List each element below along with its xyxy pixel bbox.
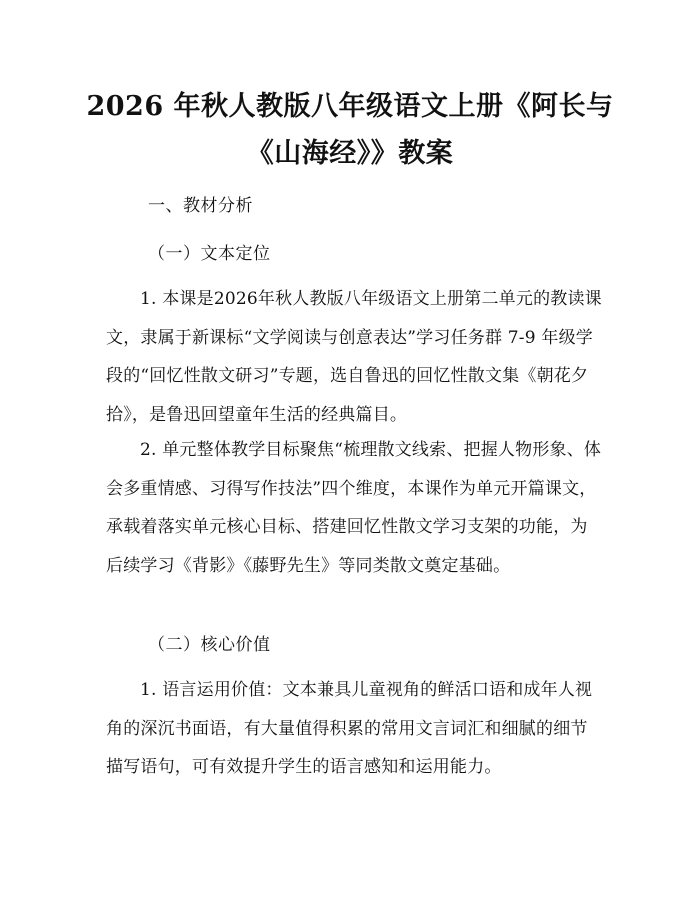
paragraph-lesson-positioning: 1. 本课是2026年秋人教版八年级语文上册第二单元的教读课文，隶属于新课标“文学阅读与创意表达”学习任务群 7-9 年级学段的“回忆性散文研习”专题，选自鲁迅的回忆性散文集《朝花夕拾》，是鲁迅回望童年生活的经典篇目。 [106,289,602,425]
subsection-heading-core-value: （二）核心价值 [148,635,271,655]
paragraph-language-value: 1. 语言运用价值：文本兼具儿童视角的鲜活口语和成年人视角的深沉书面语，有大量值得积累的常用文言词汇和细腻的细节描写语句，可有效提升学生的语言感知和运用能力。 [106,680,593,777]
paragraph-unit-goals: 2. 单元整体教学目标聚焦“梳理散文线索、把握人物形象、体会多重情感、习得写作技法”四个维度，本课作为单元开篇课文，承载着落实单元核心目标、搭建回忆性散文学习支架的功能，为后续学习《背影》《藤野先生》等同类散文奠定基础。 [106,440,602,576]
section-heading-textbook-analysis: 一、教材分析 [148,196,253,216]
document-title-line-2: 《山海经》》教案 [246,138,454,169]
document-title-line-1: 2026 年秋人教版八年级语文上册《阿长与 [86,91,614,122]
subsection-heading-text-positioning: （一）文本定位 [148,244,271,264]
